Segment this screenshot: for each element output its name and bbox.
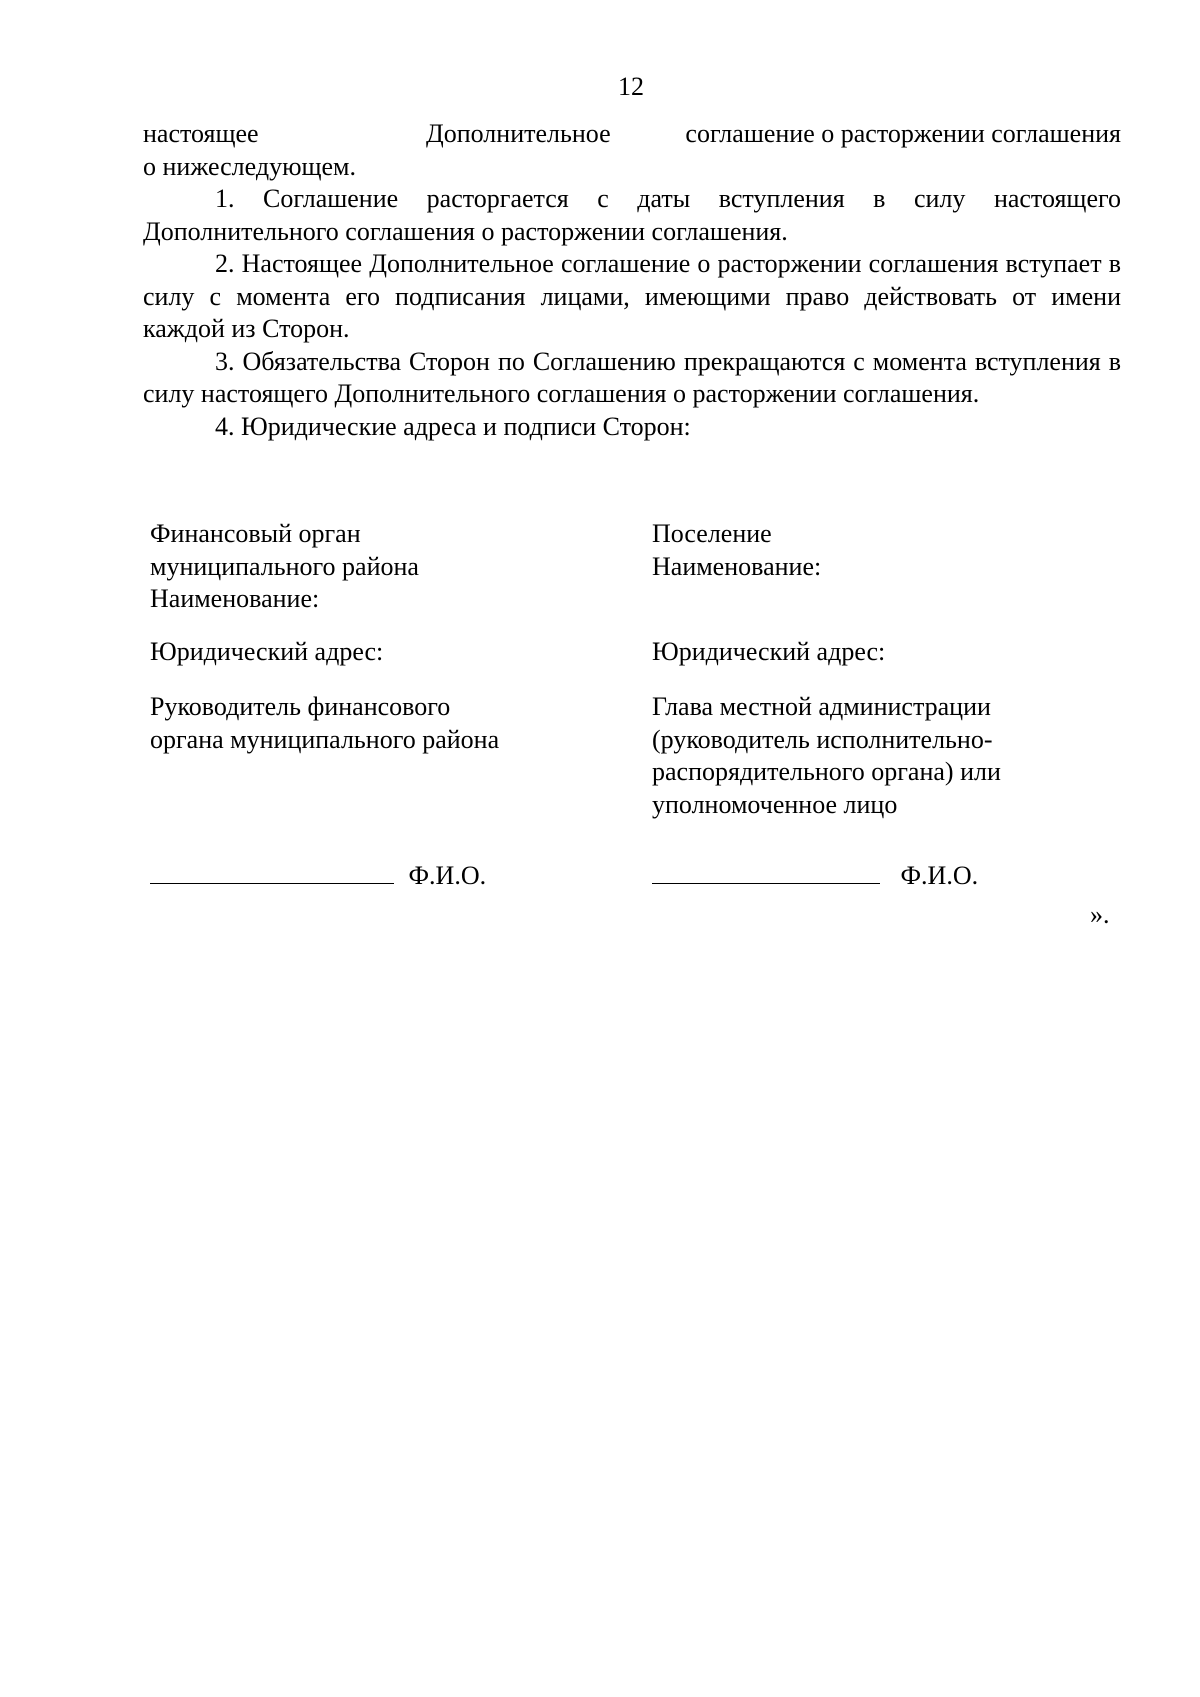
right-fio: Ф.И.О. [900, 861, 979, 890]
right-address-label: Юридический адрес: [652, 637, 886, 666]
clause-2: 2. Настоящее Дополнительное соглашение о расторжении соглашения вступает в силу с момента его подписания лицами, имеющими право действовать от имени каждой из Сторон. [143, 249, 1121, 343]
left-fio: Ф.И.О. [408, 861, 487, 890]
intro-line [143, 118, 1121, 151]
clause-1: 1. Соглашение расторгается с даты вступления в силу настоящего Дополнительного соглашения о расторжении соглашения. [143, 184, 1121, 246]
right-signature-row [652, 855, 978, 893]
closing-quote: ». [1090, 900, 1110, 929]
right-head-line-4: уполномоченное лицо [652, 789, 898, 819]
clause-4: 4. Юридические адреса и подписи Сторон: [215, 411, 691, 441]
intro-line-2: о нижеследующем. [143, 151, 357, 181]
right-org-line-1: Поселение [652, 519, 772, 548]
left-party-head [150, 691, 570, 756]
agreement-body [143, 118, 1121, 443]
left-signature-line [150, 855, 394, 884]
clause-3: 3. Обязательства Сторон по Соглашению прекращаются с момента вступления в силу настоящего Дополнительного соглашения о расторжении соглашения. [143, 346, 1121, 408]
right-name-label: Наименование: [652, 551, 822, 581]
right-head-line-3: распорядительного органа) или [652, 757, 1001, 786]
left-head-line-2: органа муниципального района [150, 724, 500, 754]
right-party-org [652, 518, 1092, 583]
intro-word-3: соглашение о расторжении соглашения [685, 119, 1121, 148]
right-signature-line [652, 855, 880, 884]
left-org-line-1: Финансовый орган [150, 519, 361, 548]
intro-word-2: Дополнительное [426, 119, 611, 148]
right-party-head [652, 691, 1092, 821]
left-name-label: Наименование: [150, 584, 320, 613]
left-org-line-2: муниципального района [150, 551, 419, 581]
intro-word-1: настоящее [143, 119, 259, 148]
right-head-line-1: Глава местной администрации [652, 692, 991, 721]
page-number: 12 [618, 72, 644, 101]
right-head-line-2: (руководитель исполнительно- [652, 724, 993, 754]
left-head-line-1: Руководитель финансового [150, 692, 451, 721]
intro-tail [426, 118, 1121, 151]
left-party-org [150, 518, 570, 616]
left-address-label: Юридический адрес: [150, 637, 384, 666]
left-signature-row [150, 855, 486, 893]
